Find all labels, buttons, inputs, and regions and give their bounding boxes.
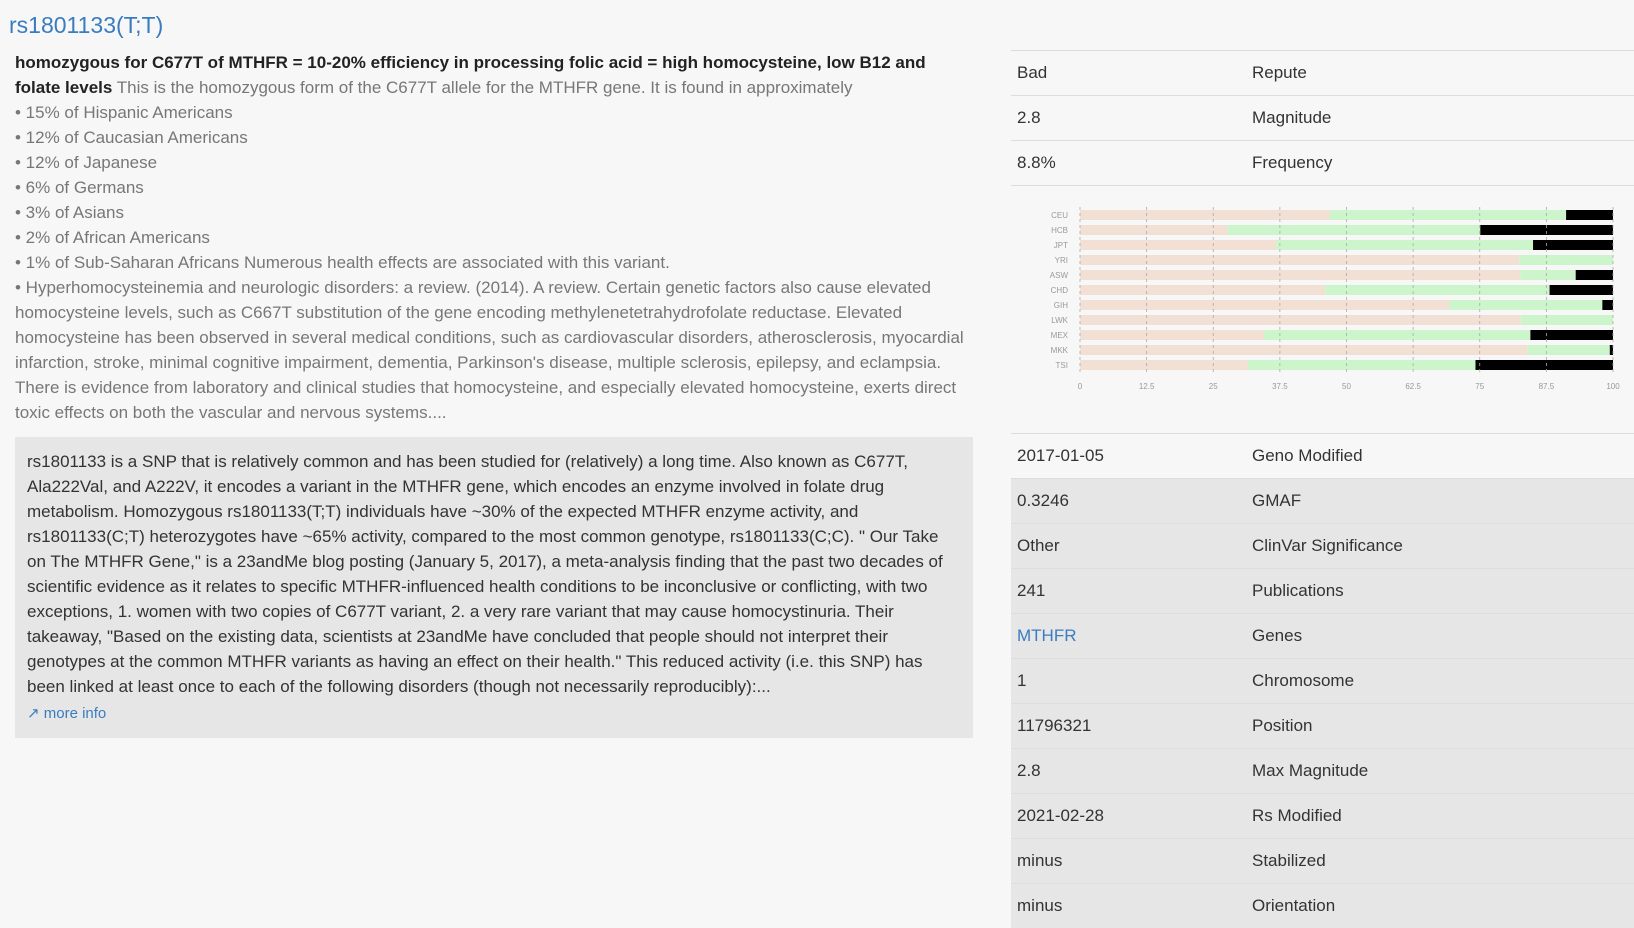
description-box [15, 437, 973, 738]
table-row [1011, 748, 1634, 793]
bar-TT-JPT [1533, 240, 1613, 250]
table-row [1011, 523, 1634, 568]
row-label: Magnitude [1252, 108, 1332, 127]
x-tick-label: 50 [1342, 382, 1351, 391]
bar-CC-CEU [1080, 210, 1330, 220]
row-value: 241 [1017, 581, 1046, 600]
bar-TT-ASW [1576, 270, 1613, 280]
bar-CC-MEX [1080, 330, 1264, 340]
bar-CC-ASW [1080, 270, 1520, 280]
table-row [1011, 478, 1634, 523]
bullet-item: • 12% of Japanese [15, 153, 158, 172]
more-info-link[interactable] [27, 701, 106, 726]
row-label: Rs Modified [1252, 806, 1342, 825]
row-value: minus [1017, 896, 1063, 915]
category-label: MKK [1050, 346, 1068, 355]
category-label: LWK [1051, 316, 1068, 325]
row-value: Other [1017, 536, 1060, 555]
table-row [1011, 658, 1634, 703]
bullet-item: • Hyperhomocysteinemia and neurologic disorders: a review. (2014). A review. Certain genetic factors also cause elevated homocysteine levels, such as C667T substitution of the gene encoding methylenetetrahydrofolate reductase. Elevated homocysteine has been observed in several medical conditions, such as cardiovascular disorders, atherosclerosis, myocardial infarction, stroke, minimal cognitive impairment, dementia, Parkinson's disease, multiple sclerosis, epilepsy, and eclampsia. There is evidence from laboratory and clinical studies that homocysteine, and especially elevated homocysteine, exerts direct toxic effects on both the vascular and nervous systems.... [15, 278, 964, 422]
page-title[interactable]: rs1801133(T;T) [9, 12, 164, 38]
x-tick-label: 75 [1475, 382, 1485, 391]
bar-TT-MKK [1610, 345, 1613, 355]
bullet-item: • 15% of Hispanic Americans [15, 103, 233, 122]
summary-text: This is the homozygous form of the C677T allele for the MTHFR gene. It is found in approximately [112, 78, 853, 97]
row-label: Publications [1252, 581, 1344, 600]
summary-headline: homozygous for C677T of MTHFR = 10-20% efficiency in processing folic acid = high homocysteine, low B12 and folate levels [15, 53, 926, 97]
category-label: TSI [1055, 361, 1068, 370]
bar-TT-GIH [1602, 300, 1613, 310]
summary [15, 50, 975, 425]
row-value: 2.8 [1017, 761, 1041, 780]
row-value: 2017-01-05 [1017, 446, 1104, 465]
row-label: Orientation [1252, 896, 1336, 915]
info-table [1011, 50, 1634, 928]
left-column [15, 50, 975, 738]
category-label: JPT [1053, 241, 1068, 250]
bar-CC-TSI [1080, 360, 1248, 370]
bar-CT-HCB [1228, 225, 1481, 235]
bar-CT-MEX [1264, 330, 1531, 340]
table-row [1011, 883, 1634, 928]
bar-CT-JPT [1276, 240, 1533, 250]
more-info-label: more info [43, 705, 107, 722]
category-label: ASW [1049, 271, 1068, 280]
category-label: CHD [1050, 286, 1068, 295]
external-link-icon: ↗ [27, 705, 44, 722]
x-tick-label: 25 [1208, 382, 1218, 391]
bullet-item: • 6% of Germans [15, 178, 144, 197]
x-tick-label: 62.5 [1405, 382, 1421, 391]
bar-CT-LWK [1521, 315, 1613, 325]
row-value: 0.3246 [1017, 491, 1069, 510]
bar-TT-CEU [1566, 210, 1613, 220]
bar-CT-ASW [1520, 270, 1575, 280]
x-tick-label: 0 [1077, 382, 1083, 391]
bar-CT-GIH [1449, 300, 1602, 310]
row-value: minus [1017, 851, 1063, 870]
bar-CT-TSI [1248, 360, 1476, 370]
row-label: GMAF [1252, 491, 1302, 510]
bar-TT-CHD [1550, 285, 1613, 295]
row-label: Repute [1252, 63, 1307, 82]
row-label: Max Magnitude [1252, 761, 1369, 780]
row-value: 2.8 [1017, 108, 1041, 127]
bar-CC-JPT [1080, 240, 1276, 250]
row-label: Genes [1252, 626, 1303, 645]
table-row [1011, 140, 1634, 185]
row-value[interactable]: MTHFR [1017, 626, 1077, 645]
category-label: YRI [1054, 256, 1068, 265]
bar-CC-HCB [1080, 225, 1228, 235]
bar-CT-CEU [1330, 210, 1566, 220]
bullet-item: • 3% of Asians [15, 203, 124, 222]
table-row [1011, 95, 1634, 140]
bar-CC-CHD [1080, 285, 1325, 295]
bar-CT-YRI [1519, 255, 1613, 265]
table-row [1011, 613, 1634, 658]
x-tick-label: 12.5 [1138, 382, 1155, 391]
bar-CC-YRI [1080, 255, 1519, 265]
table-row [1011, 568, 1634, 613]
row-label: Stabilized [1252, 851, 1326, 870]
row-label: Geno Modified [1252, 446, 1363, 465]
row-label: Position [1252, 716, 1313, 735]
bar-CT-MKK [1527, 345, 1610, 355]
category-label: GIH [1053, 301, 1068, 310]
x-tick-label: 87.5 [1538, 382, 1555, 391]
row-value: 1 [1017, 671, 1027, 690]
row-label: Frequency [1252, 153, 1333, 172]
bullet-list [15, 100, 975, 425]
bar-CT-CHD [1325, 285, 1549, 295]
bar-TT-TSI [1475, 360, 1613, 370]
table-row [1011, 793, 1634, 838]
bar-CC-MKK [1080, 345, 1527, 355]
row-value: 11796321 [1017, 716, 1092, 735]
bullet-item: • 1% of Sub-Saharan Africans Numerous health effects are associated with this variant. [15, 253, 670, 272]
table-row [1011, 50, 1634, 95]
bar-CC-GIH [1080, 300, 1449, 310]
category-label: CEU [1051, 211, 1068, 220]
bullet-item: • 12% of Caucasian Americans [15, 128, 248, 147]
row-value: 8.8% [1017, 153, 1056, 172]
population-chart [1011, 185, 1634, 433]
x-tick-label: 100 [1606, 382, 1620, 391]
description-text: rs1801133 is a SNP that is relatively common and has been studied for (relatively) a long time. Also known as C677T, Ala222Val, and A222V, it encodes a variant in the MTHFR gene, which encodes an enzyme involved in folate drug metabolism. Homozygous rs1801133(T;T) individuals have ~30% of the expected MTHFR enzyme activity, and rs1801133(C;T) heterozygotes have ~65% activity, compared to the most common genotype, rs1801133(C;C). " Our Take on The MTHFR Gene," is a 23andMe blog posting (January 5, 2017), a meta-analysis finding that the past two decades of scientific evidence as it relates to specific MTHFR-influenced health conditions to be inconclusive or conflicting, with two exceptions, 1. women with two copies of C677T variant, 2. a very rare variant that may cause homocystinuria. Their takeaway, "Based on the existing data, scientists at 23andMe have concluded that people should not interpret their genotypes at the common MTHFR variants as having an effect on their health." This reduced activity (i.e. this SNP) has been linked at least once to each of the following disorders (though not necessarily reproducibly):... [27, 452, 943, 696]
bullet-item: • 2% of African Americans [15, 228, 210, 247]
bar-TT-MEX [1530, 330, 1613, 340]
row-value: Bad [1017, 63, 1048, 82]
category-label: MEX [1050, 331, 1068, 340]
table-row [1011, 703, 1634, 748]
table-row [1011, 433, 1634, 478]
category-label: HCB [1051, 226, 1068, 235]
bar-CC-LWK [1080, 315, 1521, 325]
x-tick-label: 37.5 [1272, 382, 1288, 391]
row-label: ClinVar Significance [1252, 536, 1403, 555]
row-value: 2021-02-28 [1017, 806, 1104, 825]
table-row [1011, 838, 1634, 883]
row-label: Chromosome [1252, 671, 1355, 690]
